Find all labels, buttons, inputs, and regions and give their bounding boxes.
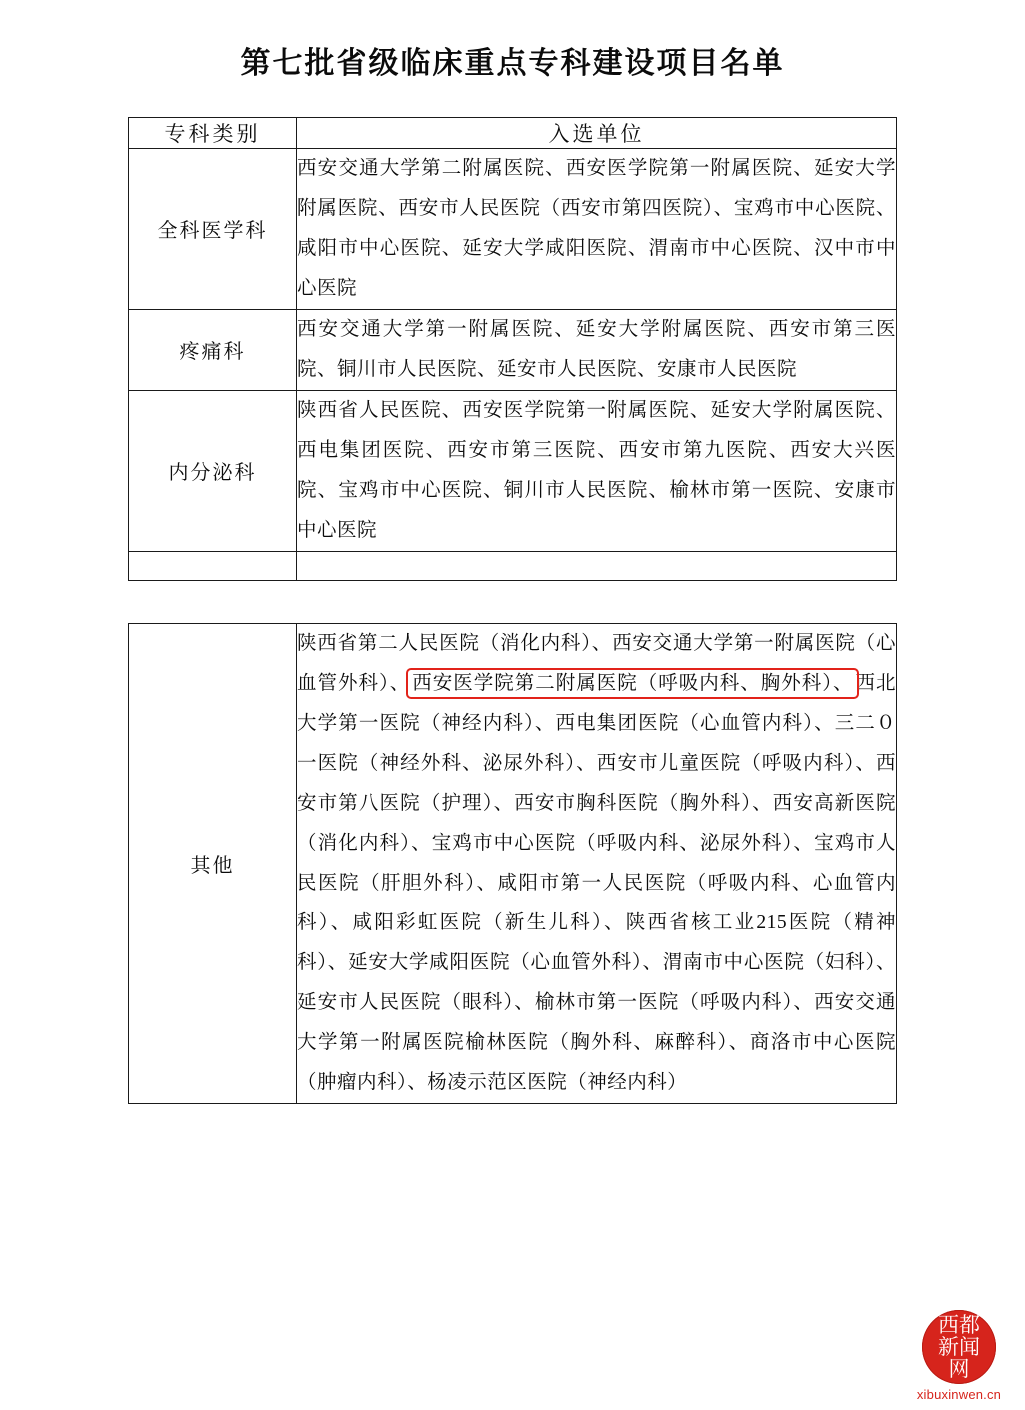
row-category: 内分泌科 [129, 390, 297, 551]
row-category: 疼痛科 [129, 309, 297, 390]
row-units: 陕西省人民医院、西安医学院第一附属医院、延安大学附属医院、西电集团医院、西安市第三医院、西安市第九医院、西安大兴医院、宝鸡市中心医院、铜川市人民医院、榆林市第一医院、安康市中心医院 [297, 390, 897, 551]
units-segment: 陕西省第二人民医院（消化内科）、西安交通大学第一附属医院（心血管外科）、 [297, 632, 896, 694]
units-segment-highlighted: 西安医学院第二附属医院（呼吸内科、胸外科）、 [412, 672, 854, 694]
watermark-url: xibuxinwen.cn [916, 1387, 1002, 1402]
header-units: 入选单位 [297, 118, 897, 149]
row-units-empty [297, 551, 897, 580]
table-header-row [129, 118, 897, 149]
row-units: 西安交通大学第二附属医院、西安医学院第一附属医院、延安大学附属医院、西安市人民医院（西安市第四医院）、宝鸡市中心医院、咸阳市中心医院、延安大学咸阳医院、渭南市中心医院、汉中市中心医院 [297, 149, 897, 310]
specialty-list-table [128, 117, 897, 581]
watermark-logo-text: 西都新闻网 [938, 1312, 980, 1382]
document-page [0, 44, 1025, 1410]
table-row [129, 623, 897, 1104]
table-row [129, 309, 897, 390]
table-row [129, 149, 897, 310]
header-category: 专科类别 [129, 118, 297, 149]
watermark [905, 1310, 1013, 1402]
row-category: 全科医学科 [129, 149, 297, 310]
row-units: 西安交通大学第一附属医院、延安大学附属医院、西安市第三医院、铜川市人民医院、延安市人民医院、安康市人民医院 [297, 309, 897, 390]
table-row [129, 390, 897, 551]
watermark-logo-icon [922, 1310, 996, 1384]
table-row-truncated [129, 551, 897, 580]
units-segment: 西北大学第一医院（神经内科）、西电集团医院（心血管内科）、三二０一医院（神经外科、泌尿外科）、西安市儿童医院（呼吸内科）、西安市第八医院（护理）、西安市胸科医院（胸外科）、西安高新医院（消化内科）、宝鸡市中心医院（呼吸内科、泌尿外科）、宝鸡市人民医院（肝胆外科）、咸阳市第一人民医院（呼吸内科、心血管内科）、咸阳彩虹医院（新生儿科）、陕西省核工业215医院（精神科）、延安大学咸阳医院（心血管外科）、渭南市中心医院（妇科）、延安市人民医院（眼科）、榆林市第一医院（呼吸内科）、西安交通大学第一附属医院榆林医院（胸外科、麻醉科）、商洛市中心医院（肿瘤内科）、杨凌示范区医院（神经内科） [297, 672, 896, 1094]
page-title: 第七批省级临床重点专科建设项目名单 [240, 47, 785, 80]
row-units [297, 623, 897, 1104]
specialty-list-table-continued [128, 623, 897, 1105]
units-paragraph [297, 624, 896, 1104]
row-category-empty [129, 551, 297, 580]
row-category: 其他 [129, 623, 297, 1104]
